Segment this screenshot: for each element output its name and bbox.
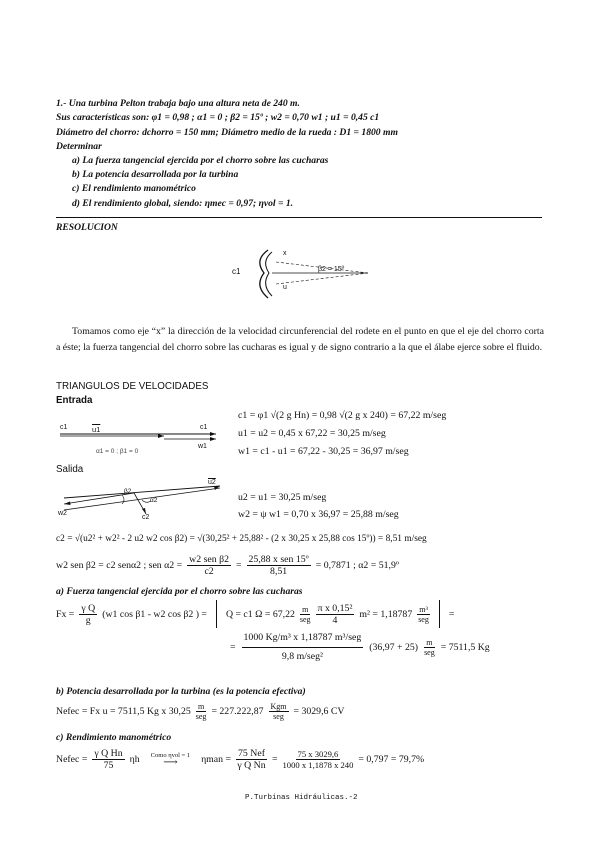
nc-arrow — [151, 752, 190, 767]
nefec-u-den: seg — [195, 712, 207, 721]
line2-rest: (36,97 + 25) — [369, 641, 419, 653]
page-footer: P.Turbinas Hidráulicas.-2 — [245, 794, 358, 802]
divider-line — [56, 217, 542, 218]
nc-frac — [92, 748, 124, 771]
sin-frac-1-den: c2 — [204, 566, 214, 577]
determine-label: Determinar — [56, 141, 102, 152]
nefec-kgm-unit — [269, 702, 289, 721]
outlet-diag-u2: u2 — [208, 479, 216, 486]
bucket-figure — [228, 244, 378, 302]
q-res-unit-den: seg — [418, 614, 429, 624]
sin-frac-2-num: 25,88 x sen 15º — [248, 554, 309, 565]
fx-frac — [79, 603, 97, 626]
outlet-eq-sin-alpha — [56, 554, 399, 577]
part-c-equation — [56, 748, 424, 771]
nefec-mid: = 227.222,87 — [211, 706, 264, 717]
q-eq: Q = c1 Ω = 67,22 — [225, 608, 295, 620]
q-res-unit — [417, 605, 430, 624]
outlet-eq-u2: u2 = u1 = 30,25 m/seg — [238, 492, 327, 503]
nc-eta-h: ηh — [129, 754, 140, 765]
sin-equals: = — [236, 560, 242, 571]
question-d: d) El rendimiento global, siendo: ηmec = 0,97; ηvol = 1. — [72, 198, 294, 209]
part-a-line2 — [230, 632, 490, 662]
nefec-u-unit — [196, 702, 207, 721]
outlet-diag-c2: c2 — [142, 514, 150, 521]
part-a-heading: a) Fuerza tangencial ejercida por el chorro sobre las cucharas — [56, 586, 303, 597]
line2-eq: = — [230, 641, 236, 653]
nefec-left: Nefec = Fx u = 7511,5 Kg x 30,25 — [56, 706, 191, 717]
outlet-diag-alpha2: α2 — [150, 497, 158, 504]
line2-unit-num: m — [426, 637, 433, 647]
inlet-diag-angles: α1 = 0 ; β1 = 0 — [96, 448, 139, 455]
nc-frac2-num: 75 x 3029,6 — [297, 749, 339, 759]
outlet-diag-w2: w2 — [58, 510, 67, 517]
line2-unit-den: seg — [424, 647, 435, 657]
q-area — [316, 603, 355, 626]
q-area-num: π x 0,15² — [317, 602, 353, 614]
nc-frac1 — [236, 748, 267, 771]
question-c: c) El rendimiento manométrico — [72, 183, 196, 194]
nc-arrow-label: Como ηvol = 1 — [150, 752, 191, 759]
q-res-unit-num: m³ — [419, 604, 428, 614]
line2-den: 9,8 m/seg² — [281, 651, 323, 662]
nc-frac1-den: γ Q Nn — [237, 760, 266, 771]
figure-label-c1: c1 — [232, 267, 241, 276]
part-b-equation — [56, 702, 344, 721]
q-unit-num: m — [302, 604, 309, 614]
nc-equals: = — [271, 754, 278, 765]
nefec-kgm-den: seg — [273, 712, 284, 721]
part-b-heading: b) Potencia desarrollada por la turbina (es la potencia efectiva) — [56, 686, 306, 697]
sin-frac-2 — [247, 554, 311, 577]
fx-bar-right — [439, 600, 440, 628]
inlet-diag-u1: u1 — [92, 425, 101, 434]
line2-result: = 7511,5 Kg — [440, 641, 490, 653]
nc-frac-num: γ Q Hn — [94, 748, 123, 759]
fx-left: Fx = — [56, 608, 75, 620]
sin-eq-left: w2 sen β2 = c2 senα2 ; sen α2 = — [56, 560, 183, 571]
problem-diameters: Diámetro del chorro: dchorro = 150 mm; Diámetro medio de la rueda : D1 = 1800 mm — [56, 127, 398, 138]
nc-frac2-den: 1000 x 1,1878 x 240 — [282, 760, 354, 770]
nc-arrow-icon: ⟶ — [163, 757, 178, 768]
outlet-heading: Salida — [56, 464, 84, 475]
intro-paragraph: Tomamos como eje “x” la dirección de la velocidad circunferencial del rodete en el punto en que el eje del chorro corta a éste; la fuerza tangencial del chorro sobre las cucharas es igual y de signo contrario a la que el álabe ejerce sobre el fluido. — [56, 326, 544, 353]
fx-frac-num: γ Q — [81, 602, 96, 614]
nefec-kgm-num: Kgm — [270, 702, 287, 711]
line2-frac — [242, 632, 364, 662]
nc-eta-man: ηman = — [201, 754, 232, 765]
outlet-eq-w2: w2 = ψ w1 = 0,70 x 36,97 = 25,88 m/seg — [238, 509, 399, 520]
inlet-diag-w1: w1 — [198, 443, 207, 450]
problem-title: 1.- Una turbina Pelton trabaja bajo una altura neta de 240 m. — [56, 98, 300, 109]
q-area-den: 4 — [332, 614, 338, 626]
fx-equals: = — [448, 608, 455, 620]
nefec-u-num: m — [197, 702, 205, 711]
inlet-diag-c1: c1 — [200, 424, 208, 431]
figure-label-u: u — [283, 284, 287, 291]
line2-num: 1000 Kg/m³ x 1,18787 m³/seg — [242, 632, 364, 648]
outlet-eq-c2: c2 = √(u2² + w2² - 2 u2 w2 cos β2) = √(30,25² + 25,88² - (2 x 30,25 x 25,88 cos 15º)) = 8,51 m/seg — [56, 534, 427, 544]
nefec-result: = 3029,6 CV — [293, 706, 345, 717]
inlet-diag-c1-start: c1 — [60, 424, 68, 431]
outlet-diag-beta2: β2 — [124, 488, 132, 495]
q-unit — [300, 605, 311, 624]
nc-left: Nefec = — [56, 754, 88, 765]
sin-frac-1 — [187, 554, 231, 577]
inlet-eq-w1: w1 = c1 - u1 = 67,22 - 30,25 = 36,97 m/seg — [238, 446, 409, 457]
fx-frac-den: g — [85, 614, 91, 626]
inlet-eq-u1: u1 = u2 = 0,45 x 67,22 = 30,25 m/seg — [238, 428, 386, 439]
fx-mid: (w1 cos β1 - w2 cos β2 ) = — [102, 608, 207, 620]
sin-frac-2-den: 8,51 — [270, 566, 288, 577]
q-rest: m² = 1,18787 — [359, 608, 413, 620]
question-b: b) La potencia desarrollada por la turbina — [72, 169, 239, 180]
nc-frac-den: 75 — [103, 760, 114, 771]
nc-result: = 0,797 = 79,7% — [358, 754, 425, 765]
sin-frac-1-num: w2 sen β2 — [189, 554, 229, 565]
sin-result: = 0,7871 ; α2 = 51,9º — [315, 560, 399, 571]
resolution-heading: RESOLUCION — [56, 222, 118, 233]
nc-frac2 — [283, 749, 354, 770]
line2-unit — [424, 638, 435, 657]
inlet-eq-c1: c1 = φ1 √(2 g Hn) = 0,98 √(2 g x 240) = 67,22 m/seg — [238, 410, 447, 421]
figure-label-x: x — [283, 250, 287, 257]
problem-characteristics: Sus características son: φ1 = 0,98 ; α1 = 0 ; β2 = 15º ; w2 = 0,70 w1 ; u1 = 0,45 c1 — [56, 112, 380, 123]
figure-label-beta: β2 = 15º — [318, 266, 345, 273]
fx-bar-left — [216, 600, 217, 628]
question-a: a) La fuerza tangencial ejercida por el chorro sobre las cucharas — [72, 155, 329, 166]
triangles-heading: TRIANGULOS DE VELOCIDADES — [56, 381, 209, 392]
inlet-heading: Entrada — [56, 395, 93, 406]
part-a-line1 — [56, 600, 454, 628]
outlet-velocity-triangle — [56, 478, 226, 526]
q-unit-den: seg — [299, 614, 311, 624]
part-c-heading: c) Rendimiento manométrico — [56, 732, 172, 743]
nc-frac1-num: 75 Nef — [238, 748, 265, 759]
